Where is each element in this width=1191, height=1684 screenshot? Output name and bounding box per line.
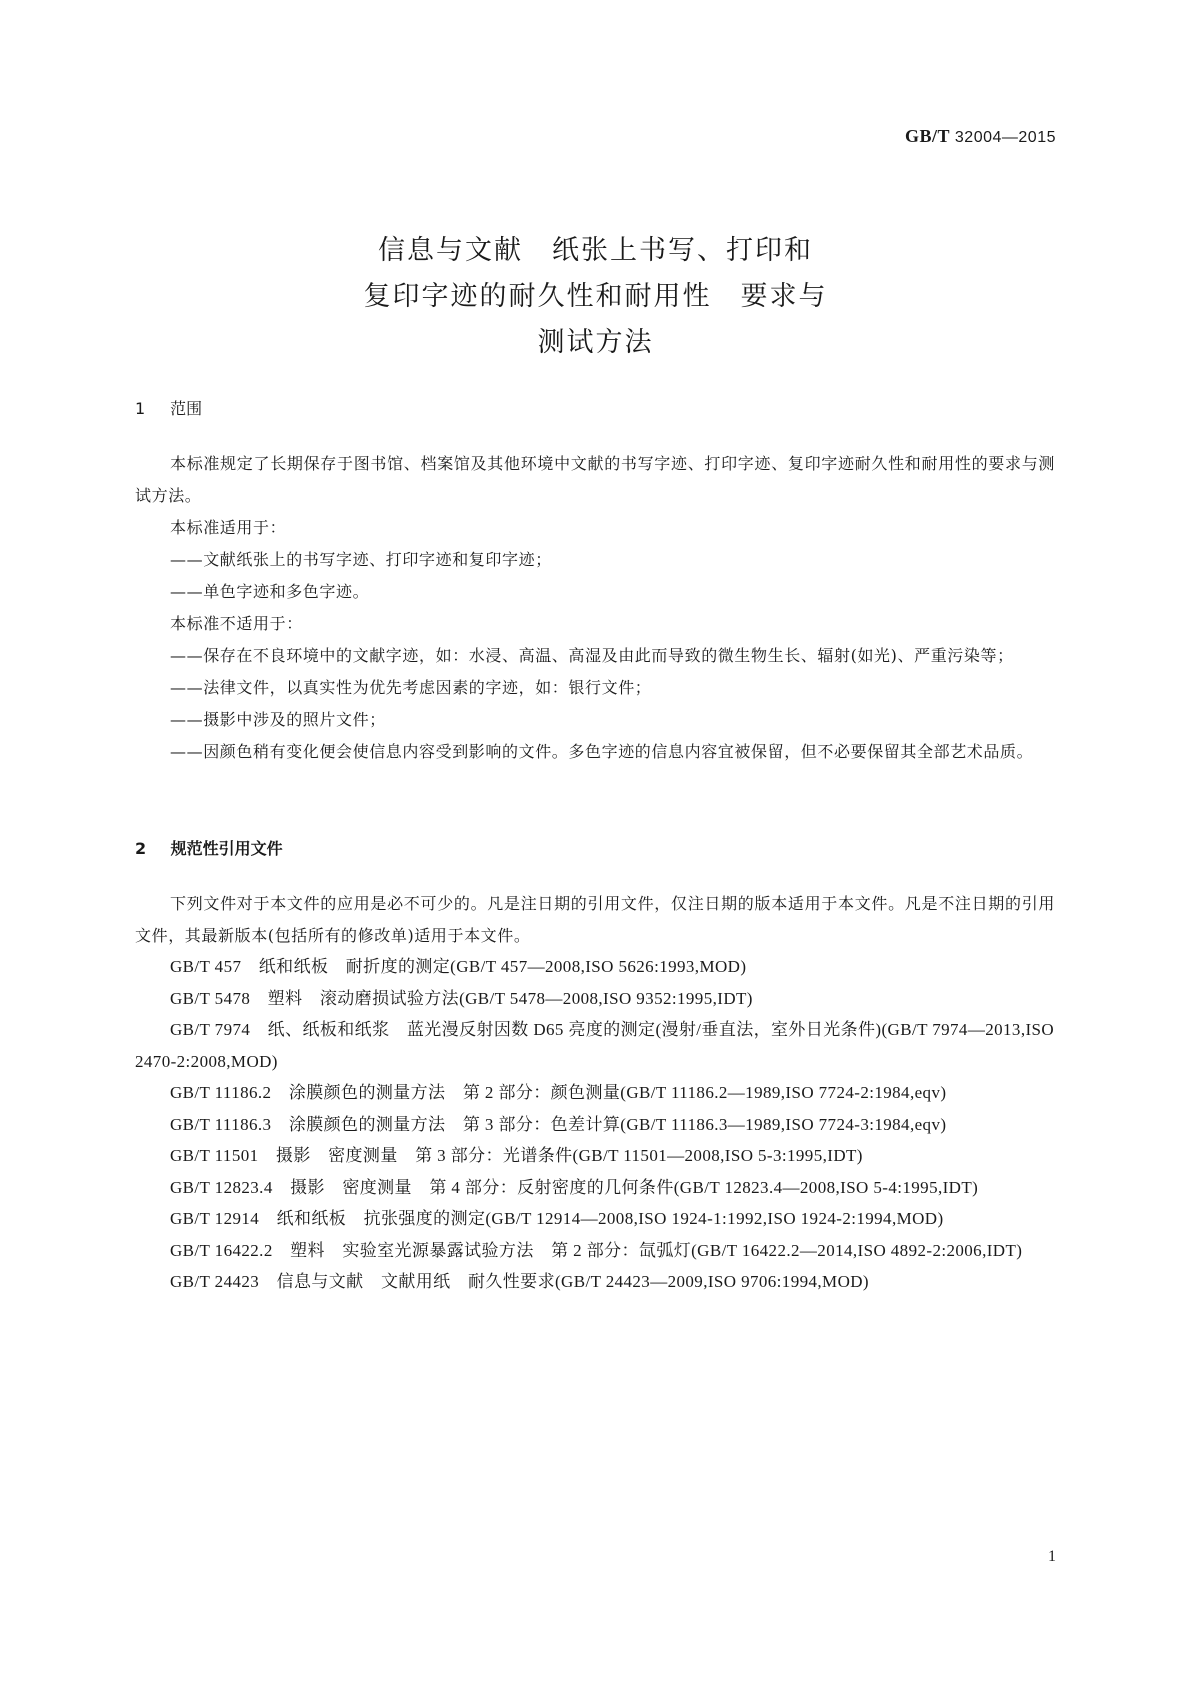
list-item: —— 法律文件，以真实性为优先考虑因素的字迹，如：银行文件； bbox=[135, 672, 1055, 704]
section-2-title: 规范性引用文件 bbox=[170, 839, 283, 858]
references-intro: 下列文件对于本文件的应用是必不可少的。凡是注日期的引用文件，仅注日期的版本适用于本文件。凡是不注日期的引用文件，其最新版本(包括所有的修改单)适用于本文件。 bbox=[135, 894, 1055, 945]
reference-item: GB/T 16422.2 塑料 实验室光源暴露试验方法 第 2 部分：氙弧灯(GB/T 16422.2—2014,ISO 4892-2:2006,IDT) bbox=[170, 1240, 1023, 1260]
list-item: —— 单色字迹和多色字迹。 bbox=[135, 576, 1055, 608]
reference-item: GB/T 11186.2 涂膜颜色的测量方法 第 2 部分：颜色测量(GB/T 11186.2—1989,ISO 7724-2:1984,eqv) bbox=[170, 1083, 947, 1102]
title-line-2: 复印字迹的耐久性和耐用性 要求与 bbox=[363, 281, 828, 312]
reference-item: GB/T 11501 摄影 密度测量 第 3 部分：光谱条件(GB/T 11501—2008,ISO 5-3:1995,IDT) bbox=[170, 1146, 863, 1165]
reference-item: GB/T 457 纸和纸板 耐折度的测定(GB/T 457—2008,ISO 5626:1993,MOD) bbox=[170, 957, 747, 976]
title-line-3: 测试方法 bbox=[537, 327, 654, 358]
standard-code: 32004—2015 bbox=[954, 129, 1056, 146]
list-item: —— 因颜色稍有变化便会使信息内容受到影响的文件。多色字迹的信息内容宜被保留，但不必要保留其全部艺术品质。 bbox=[135, 736, 1055, 768]
not-applies-label: 本标准不适用于： bbox=[170, 614, 303, 633]
reference-item: GB/T 12914 纸和纸板 抗张强度的测定(GB/T 12914—2008,ISO 1924-1:1992,ISO 1924-2:1994,MOD) bbox=[170, 1209, 944, 1228]
reference-item: GB/T 11186.3 涂膜颜色的测量方法 第 3 部分：色差计算(GB/T 11186.3—1989,ISO 7724-3:1984,eqv) bbox=[170, 1114, 947, 1134]
section-1-title: 范围 bbox=[170, 399, 203, 418]
section-2-heading bbox=[135, 836, 283, 859]
applies-label: 本标准适用于： bbox=[170, 518, 287, 537]
section-2-body bbox=[135, 888, 1059, 1298]
standard-number bbox=[905, 126, 1056, 147]
list-item: —— 保存在不良环境中的文献字迹，如：水浸、高温、高湿及由此而导致的微生物生长、辐射(如光)、严重污染等； bbox=[135, 640, 1055, 672]
reference-item: GB/T 12823.4 摄影 密度测量 第 4 部分：反射密度的几何条件(GB/T 12823.4—2008,ISO 5-4:1995,IDT) bbox=[170, 1177, 979, 1197]
page-number: 1 bbox=[1048, 1548, 1056, 1565]
section-1-body bbox=[135, 448, 1055, 768]
reference-item: GB/T 7974 纸、纸板和纸浆 蓝光漫反射因数 D65 亮度的测定(漫射/垂直法，室外日光条件)(GB/T 7974—2013,ISO 2470-2:2008,MOD) bbox=[135, 1020, 1059, 1071]
list-item: —— 文献纸张上的书写字迹、打印字迹和复印字迹； bbox=[135, 544, 1055, 576]
reference-item: GB/T 5478 塑料 滚动磨损试验方法(GB/T 5478—2008,ISO 9352:1995,IDT) bbox=[170, 988, 753, 1008]
reference-item: GB/T 24423 信息与文献 文献用纸 耐久性要求(GB/T 24423—2009,ISO 9706:1994,MOD) bbox=[170, 1272, 869, 1291]
section-1-number: 1 bbox=[135, 399, 146, 418]
document-title bbox=[0, 228, 1191, 366]
list-item: —— 摄影中涉及的照片文件； bbox=[135, 704, 1055, 736]
section-1-heading bbox=[135, 396, 202, 419]
title-line-1: 信息与文献 纸张上书写、打印和 bbox=[378, 235, 813, 266]
scope-paragraph: 本标准规定了长期保存于图书馆、档案馆及其他环境中文献的书写字迹、打印字迹、复印字迹耐久性和耐用性的要求与测试方法。 bbox=[135, 454, 1055, 505]
section-2-number: 2 bbox=[135, 839, 147, 858]
standard-prefix: GB/T bbox=[904, 126, 950, 146]
